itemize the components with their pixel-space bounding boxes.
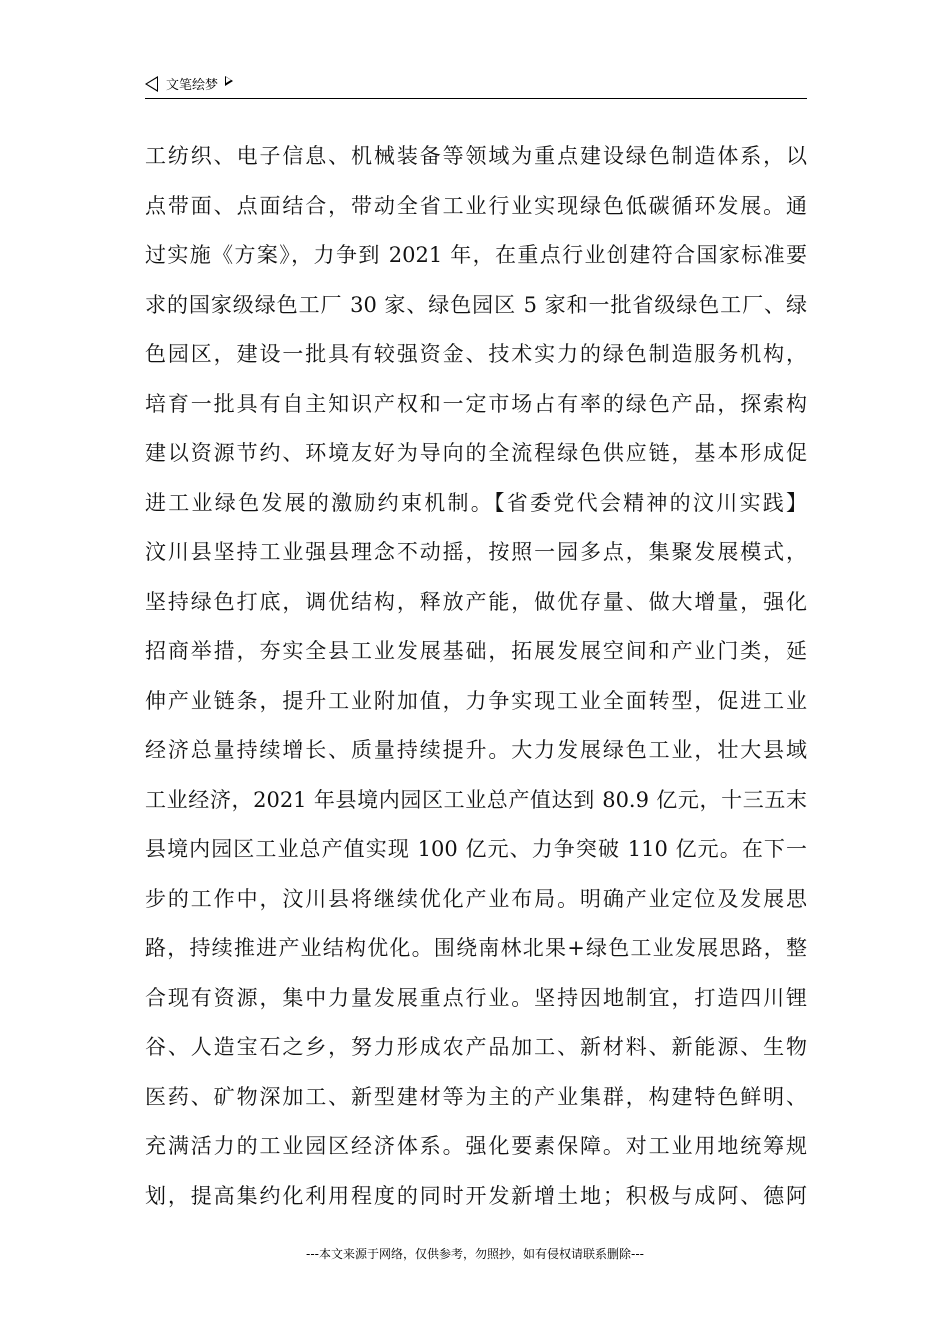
body-line: 伸产业链条，提升工业附加值，力争实现工业全面转型，促进工业 [145, 688, 807, 713]
body-line: 工业经济，2021 年县境内园区工业总产值达到 80.9 亿元，十三五末 [145, 787, 807, 812]
body-line: 工纺织、电子信息、机械装备等领域为重点建设绿色制造体系，以 [145, 144, 807, 168]
body-line: 谷、人造宝石之乡，努力形成农产品加工、新材料、新能源、生物 [145, 1035, 807, 1059]
body-line: 进工业绿色发展的激励约束机制。【省委党代会精神的汶川实践】 [145, 490, 807, 515]
body-line: 县境内园区工业总产值实现 100 亿元、力争突破 110 亿元。在下一 [145, 837, 807, 861]
body-line: 合现有资源，集中力量发展重点行业。坚持因地制宜，打造四川锂 [145, 985, 807, 1010]
body-line: 汶川县坚持工业强县理念不动摇，按照一园多点，集聚发展模式， [145, 540, 807, 564]
body-line: 坚持绿色打底，调优结构，释放产能，做优存量、做大增量，强化 [145, 589, 807, 614]
body-line: 招商举措，夯实全县工业发展基础，拓展发展空间和产业门类，延 [145, 639, 807, 663]
body-line: 培育一批具有自主知识产权和一定市场占有率的绿色产品，探索构 [145, 391, 807, 416]
header-brand [145, 74, 233, 93]
page-footer: ---本文来源于网络，仅供参考，勿照抄，如有侵权请联系删除--- [306, 1247, 644, 1261]
body-line: 充满活力的工业园区经济体系。强化要素保障。对工业用地统筹规 [145, 1134, 807, 1158]
body-line: 点带面、点面结合，带动全省工业行业实现绿色低碳循环发展。通 [145, 193, 807, 218]
body-line: 色园区，建设一批具有较强资金、技术实力的绿色制造服务机构， [145, 342, 807, 366]
page-header [145, 72, 807, 99]
body-line: 过实施《方案》，力争到 2021 年，在重点行业创建符合国家标准要 [145, 243, 807, 267]
triangle-right-icon [225, 76, 233, 86]
body-line: 划，提高集约化利用程度的同时开发新增土地；积极与成阿、德阿 [145, 1183, 807, 1208]
body-line: 经济总量持续增长、质量持续提升。大力发展绿色工业，壮大县域 [145, 738, 807, 762]
header-title: 文笔绘梦 [166, 78, 219, 93]
body-line: 医药、矿物深加工、新型建材等为主的产业集群，构建特色鲜明、 [145, 1084, 807, 1109]
body-line: 步的工作中，汶川县将继续优化产业布局。明确产业定位及发展思 [145, 886, 807, 911]
triangle-left-icon [145, 76, 158, 92]
body-line: 建以资源节约、环境友好为导向的全流程绿色供应链，基本形成促 [145, 441, 807, 465]
document-body [145, 132, 807, 1221]
body-line: 路，持续推进产业结构优化。围绕南林北果+绿色工业发展思路，整 [145, 936, 807, 960]
body-line: 求的国家级绿色工厂 30 家、绿色园区 5 家和一批省级绿色工厂、绿 [145, 292, 807, 317]
